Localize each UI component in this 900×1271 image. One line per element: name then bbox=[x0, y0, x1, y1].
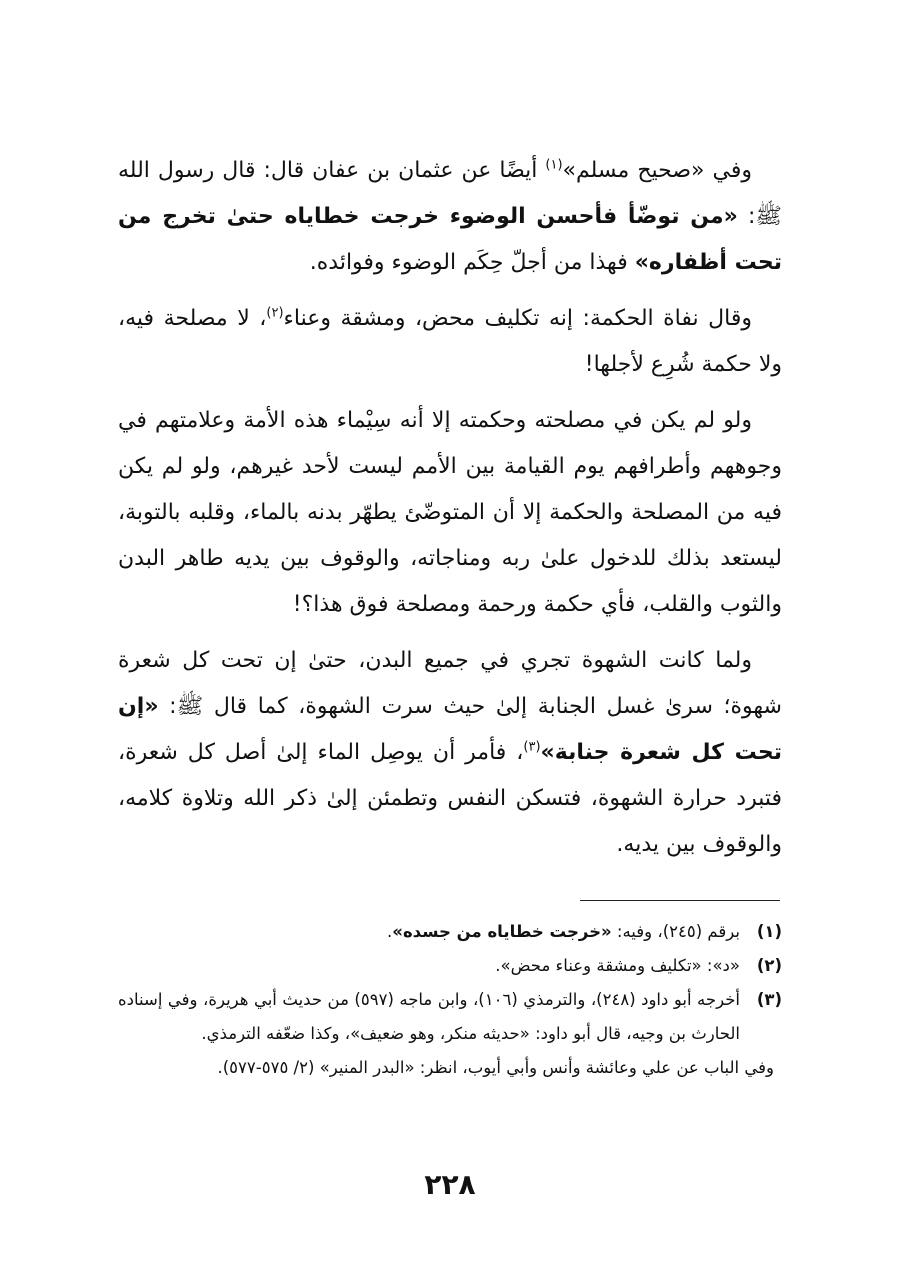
paragraph-4 bbox=[118, 638, 782, 868]
footnote-3-continuation: وفي الباب عن علي وعائشة وأنس وأبي أيوب، انظر: «البدر المنير» (٢/ ٥٧٥-٥٧٧). bbox=[217, 1058, 774, 1077]
footnote-ref-2[interactable]: (٢) bbox=[266, 305, 284, 321]
footnote-3-text: أخرجه أبو داود (٢٤٨)، والترمذي (١٠٦)، وابن ماجه (٥٩٧) من حديث أبي هريرة، وفي إسناده الحارث بن وجيه، قال أبو داود: «حديثه منكر، وهو ضعيف»، وكذا ضعّفه الترمذي. bbox=[118, 990, 740, 1043]
paragraph-2 bbox=[118, 296, 782, 388]
paragraph-2-text-b: ، لا مصلحة فيه، ولا حكمة شُرِع لأجلها! bbox=[118, 306, 782, 377]
paragraph-4-text-a: ولما كانت الشهوة تجري في جميع البدن، حتىٰ إن تحت كل شعرة شهوة؛ سرىٰ غسل الجنابة إلىٰ حيث سرت الشهوة، كما قال ﷺ: bbox=[118, 648, 782, 719]
paragraph-3-text: ولو لم يكن في مصلحته وحكمته إلا أنه سِيْماء هذه الأمة وعلامتهم في وجوههم وأطرافهم يوم القيامة بين الأمم ليست لأحد غيرهم، ولو لم يكن فيه من المصلحة والحكمة إلا أن المتوضّئ يطهّر بدنه بالماء، وقلبه بالتوبة، ليستعد بذلك للدخول علىٰ ربه ومناجاته، والوقوف بين يديه طاهر البدن والثوب والقلب، فأي حكمة ورحمة ومصلحة فوق هذا؟! bbox=[118, 408, 782, 617]
footnote-1-text: برقم (٢٤٥)، وفيه: bbox=[611, 922, 740, 941]
footnote-3 bbox=[118, 983, 782, 1051]
footnote-number: (١) bbox=[756, 922, 782, 941]
footnote-text bbox=[118, 915, 740, 949]
paragraph-1-text-a: وفي «صحيح مسلم» bbox=[562, 158, 752, 183]
paragraph-3 bbox=[118, 398, 782, 628]
footnote-1-quote: «خرجت خطاياه من جسده» bbox=[392, 922, 612, 941]
paragraph-2-text-a: وقال نفاة الحكمة: إنه تكليف محض، ومشقة وعناء bbox=[283, 306, 752, 331]
footnote-number: (٢) bbox=[756, 956, 782, 975]
paragraph-1 bbox=[118, 148, 782, 286]
footnote-ref-3[interactable]: (٣) bbox=[523, 739, 541, 755]
footnote-ref-1[interactable]: (١) bbox=[545, 157, 563, 173]
footnote-divider bbox=[580, 900, 780, 901]
footnote-1-end: . bbox=[387, 922, 393, 941]
footnote-2-text: «د»: «تكليف ومشقة وعناء محض». bbox=[495, 956, 740, 975]
footnotes bbox=[118, 915, 782, 1085]
footnote-number: (٣) bbox=[756, 990, 782, 1009]
hadith-quote-2: «إن تحت كل شعرة جنابة» bbox=[118, 694, 782, 765]
page-number: ٢٢٨ bbox=[424, 1168, 476, 1201]
paragraph-1-text-b: أيضًا عن عثمان بن عفان قال: قال رسول الله ﷺ: bbox=[118, 158, 783, 229]
footnote-2 bbox=[118, 949, 782, 983]
paragraph-1-text-c: فهذا من أجلّ حِكَم الوضوء وفوائده. bbox=[309, 250, 635, 275]
hadith-quote-1: «من توضّأ فأحسن الوضوء خرجت خطاياه حتىٰ تخرج من تحت أظفاره» bbox=[118, 204, 782, 275]
paragraph-4-text-b: ، فأمر أن يوصِل الماء إلىٰ أصل كل شعرة، فتبرد حرارة الشهوة، فتسكن النفس وتطمئن إلىٰ ذكر الله وتلاوة كلامه، والوقوف بين يديه. bbox=[118, 740, 782, 857]
footnote-1 bbox=[118, 915, 782, 949]
main-text bbox=[118, 148, 782, 878]
